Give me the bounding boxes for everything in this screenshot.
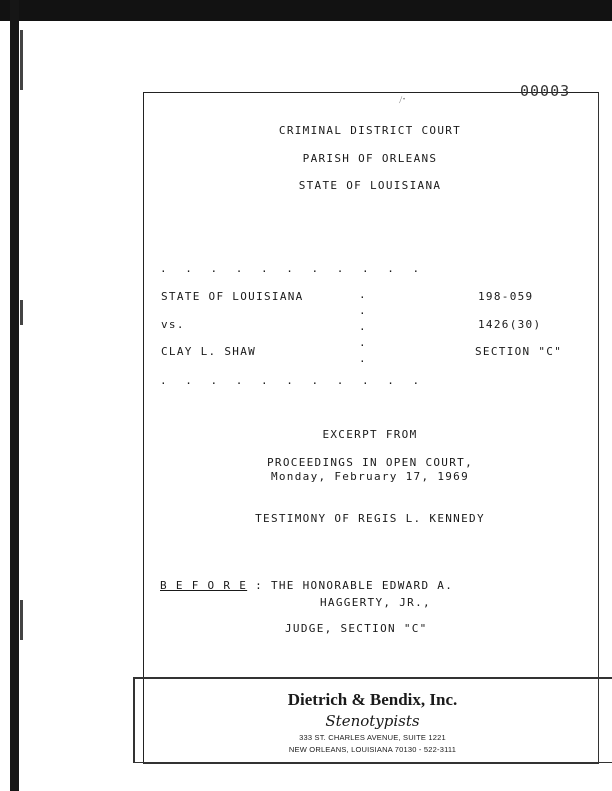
caption-top-dots: . . . . . . . . . . .: [160, 262, 426, 275]
page-stamp: 00003: [520, 82, 571, 100]
caption-side-dot: .: [359, 288, 366, 301]
caption-side-dot: .: [359, 336, 366, 349]
scan-speck: [20, 30, 23, 90]
court-name: CRIMINAL DISTRICT COURT: [278, 124, 462, 137]
plaintiff-name: STATE OF LOUISIANA: [161, 290, 304, 303]
scan-left-edge: [10, 0, 19, 791]
firm-subtitle: Stenotypists: [325, 712, 420, 730]
footer-divider: [133, 677, 612, 679]
testimony-title: TESTIMONY OF REGIS L. KENNEDY: [255, 512, 485, 525]
firm-address-line-1: 333 ST. CHARLES AVENUE, SUITE 1221: [299, 733, 446, 742]
before-separator: :: [247, 579, 271, 592]
case-number: 198-059: [478, 290, 534, 303]
caption-bottom-dots: . . . . . . . . . . .: [160, 374, 426, 387]
firm-name: Dietrich & Bendix, Inc.: [287, 690, 458, 709]
footer-border: [133, 762, 612, 763]
judge-line-1: THE HONORABLE EDWARD A.: [270, 579, 454, 592]
caption-side-dot: .: [359, 352, 366, 365]
court-section: SECTION "C": [475, 345, 563, 358]
versus-label: vs.: [161, 318, 185, 331]
caption-side-dot: .: [359, 320, 366, 333]
defendant-name: CLAY L. SHAW: [161, 345, 257, 358]
docket-number: 1426(30): [478, 318, 542, 331]
judge-line-2: HAGGERTY, JR.,: [320, 596, 431, 609]
pen-mark: ⁄·: [398, 94, 409, 106]
scan-speck: [20, 300, 23, 325]
firm-address-line-2: NEW ORLEANS, LOUISIANA 70130 - 522-3111: [288, 745, 457, 754]
state-name: STATE OF LOUISIANA: [298, 179, 442, 192]
before-block: [160, 579, 453, 592]
proceedings-date: Monday, February 17, 1969: [270, 470, 470, 483]
caption-side-dot: .: [359, 304, 366, 317]
proceedings-line: PROCEEDINGS IN OPEN COURT,: [267, 456, 473, 469]
judge-line-3: JUDGE, SECTION "C": [285, 622, 428, 635]
before-label: B E F O R E: [160, 579, 248, 592]
scan-speck: [20, 600, 23, 640]
excerpt-title: EXCERPT FROM: [322, 428, 418, 441]
scan-top-edge: [0, 0, 612, 21]
parish-name: PARISH OF ORLEANS: [302, 152, 438, 165]
